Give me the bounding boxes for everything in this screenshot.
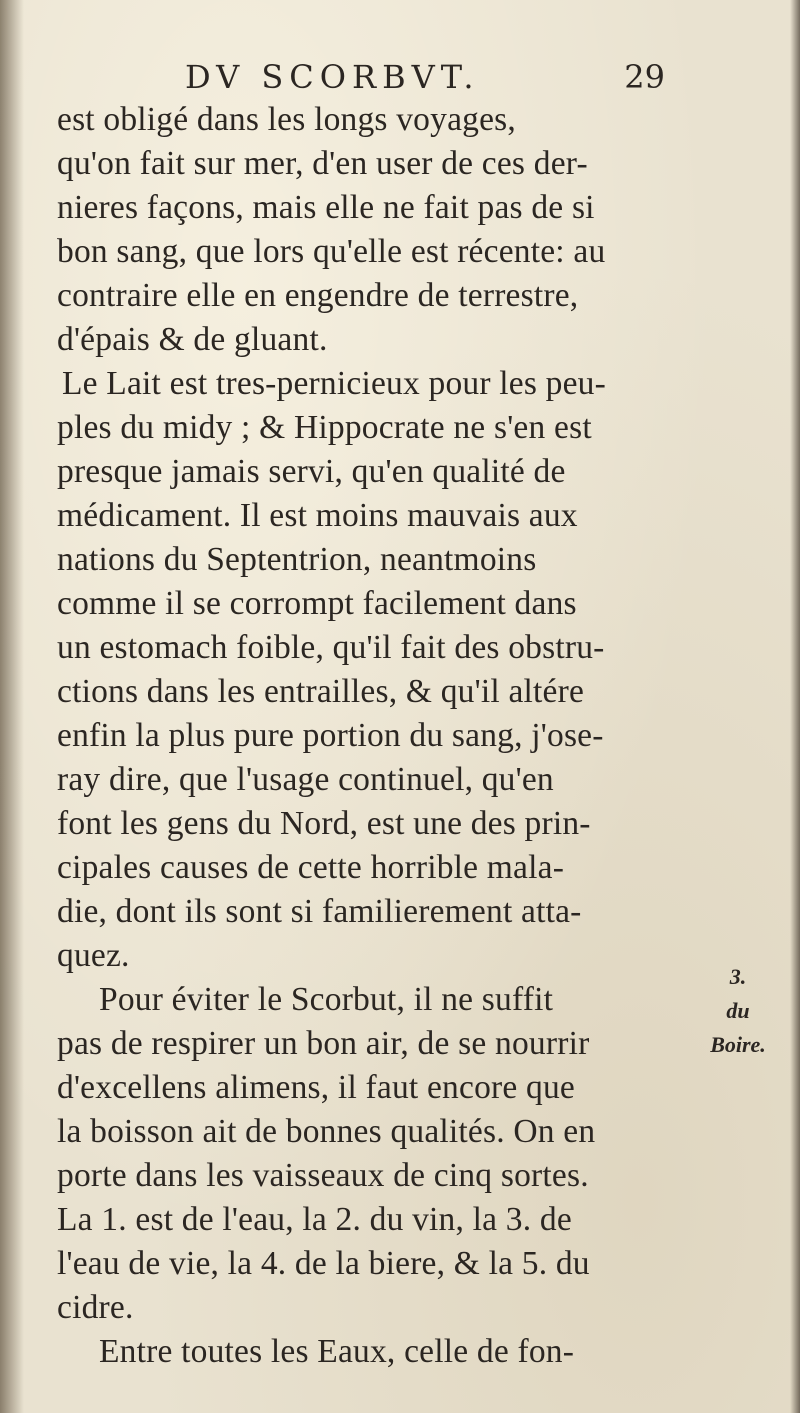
text-line: Entre toutes les Eaux, celle de fon- bbox=[99, 1333, 575, 1370]
page-number: 29 bbox=[624, 58, 665, 96]
text-line: Pour éviter le Scorbut, il ne suffit bbox=[99, 981, 554, 1018]
running-head: DV SCORBVT. bbox=[185, 58, 480, 96]
text-line: l'eau de vie, la 4. de la biere, & la 5. du bbox=[57, 1245, 590, 1282]
page-edge bbox=[790, 0, 800, 1413]
text-line: La 1. est de l'eau, la 2. du vin, la 3. de bbox=[57, 1201, 572, 1238]
text-line: ples du midy ; & Hippocrate ne s'en est bbox=[57, 409, 592, 446]
text-line: médicament. Il est moins mauvais aux bbox=[57, 497, 578, 534]
gutter-shadow bbox=[0, 0, 24, 1413]
text-line: cipales causes de cette horrible mala- bbox=[57, 849, 565, 886]
text-line: ctions dans les entrailles, & qu'il altére bbox=[57, 673, 585, 710]
text-line: Le Lait est tres-pernicieux pour les peu- bbox=[62, 365, 606, 402]
text-line: est obligé dans les longs voyages, bbox=[57, 101, 516, 138]
text-line: die, dont ils sont si familierement atta- bbox=[57, 893, 582, 930]
text-line: ray dire, que l'usage continuel, qu'en bbox=[57, 761, 554, 798]
text-line: un estomach foible, qu'il fait des obstru- bbox=[57, 629, 605, 666]
text-line: presque jamais servi, qu'en qualité de bbox=[57, 453, 566, 490]
text-line: bon sang, que lors qu'elle est récente: au bbox=[57, 233, 606, 270]
text-line: pas de respirer un bon air, de se nourrir bbox=[57, 1025, 590, 1062]
text-line: nieres façons, mais elle ne fait pas de si bbox=[57, 189, 595, 226]
text-line: enfin la plus pure portion du sang, j'ose- bbox=[57, 717, 604, 754]
text-line: la boisson ait de bonnes qualités. On en bbox=[57, 1113, 596, 1150]
text-line: d'excellens alimens, il faut encore que bbox=[57, 1069, 575, 1106]
marginal-note bbox=[688, 960, 788, 1062]
body-text bbox=[57, 98, 677, 1374]
text-line: quez. bbox=[57, 937, 130, 974]
text-line: qu'on fait sur mer, d'en user de ces der- bbox=[57, 145, 588, 182]
text-line: cidre. bbox=[57, 1289, 134, 1326]
marginal-note-word: du bbox=[726, 998, 750, 1023]
marginal-note-word: Boire. bbox=[710, 1032, 766, 1057]
text-line: contraire elle en engendre de terrestre, bbox=[57, 277, 579, 314]
text-line: nations du Septentrion, neantmoins bbox=[57, 541, 537, 578]
page-header bbox=[185, 58, 665, 98]
marginal-note-number: 3. bbox=[729, 964, 747, 989]
text-line: comme il se corrompt facilement dans bbox=[57, 585, 577, 622]
text-line: d'épais & de gluant. bbox=[57, 321, 328, 358]
text-line: font les gens du Nord, est une des prin- bbox=[57, 805, 591, 842]
text-line: porte dans les vaisseaux de cinq sortes. bbox=[57, 1157, 589, 1194]
